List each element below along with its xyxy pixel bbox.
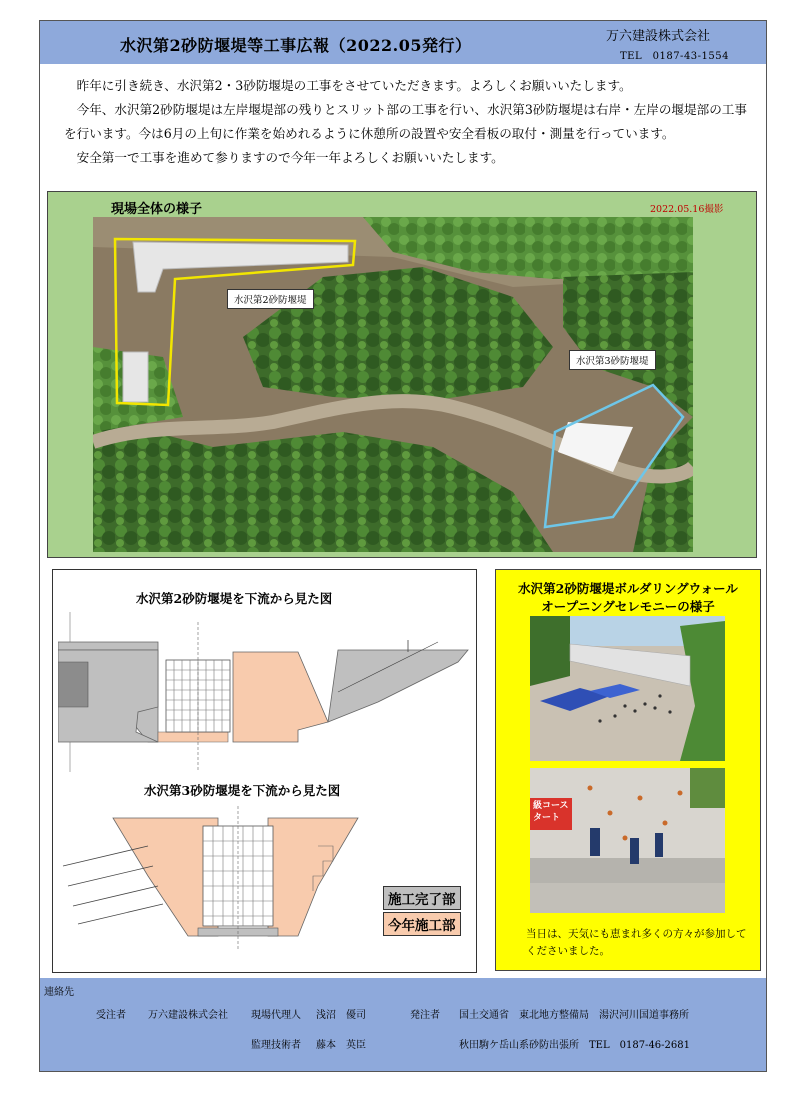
ceremony-caption: 当日は、天気にも恵まれ多くの方々が参加してくださいました。 (526, 928, 747, 957)
ceremony-title (498, 580, 758, 616)
contact-label: 連絡先 (44, 987, 74, 998)
client-office: 秋田駒ケ岳山系砂防出張所 TEL 0187-46-2681 (459, 1040, 690, 1051)
contractor-label: 受注者 (96, 1010, 126, 1021)
dam2-drawing (58, 612, 470, 772)
company-name: 万六建設株式会社 (606, 29, 711, 44)
legend-completed: 施工完了部 (383, 886, 461, 910)
intro-text (64, 74, 754, 170)
supervisor-label: 監理技術者 (251, 1040, 301, 1051)
site-agent-name: 浅沼 優司 (316, 1010, 366, 1021)
site-agent-label: 現場代理人 (251, 1010, 301, 1021)
ceremony-photo-2 (530, 768, 725, 913)
label-dam2: 水沢第2砂防堰堤 (227, 289, 314, 309)
page-title: 水沢第2砂防堰堤等工事広報（2022.05発行） (120, 36, 472, 55)
dam3-left-this-year (113, 818, 218, 936)
client-label: 発注者 (410, 1010, 440, 1021)
dam2-drawing-title: 水沢第2砂防堰堤を下流から見た図 (136, 591, 333, 606)
dam2-right-completed (328, 650, 468, 722)
ceremony-title-line-1: 水沢第2砂防堰堤ボルダリングウォール (518, 581, 738, 596)
climber (590, 828, 600, 856)
dam3-drawing (58, 806, 378, 951)
intro-paragraph-1: 昨年に引き続き、水沢第2・3砂防堰堤の工事をさせていただきます。よろしくお願いいたします。 (76, 78, 632, 93)
label-dam3: 水沢第3砂防堰堤 (569, 350, 656, 370)
dam3-drawing-title: 水沢第3砂防堰堤を下流から見た図 (144, 783, 341, 798)
aerial-site-photo (93, 217, 693, 552)
ceremony-title-line-2: オープニングセレモニーの様子 (541, 599, 715, 614)
footer-contact (40, 978, 766, 1071)
header-bar (40, 21, 766, 64)
photo-date: 2022.05.16撮影 (650, 204, 724, 215)
client-name: 国土交通省 東北地方整備局 湯沢河川国道事務所 (459, 1010, 689, 1021)
company-tel: TEL 0187-43-1554 (620, 51, 729, 62)
intro-paragraph-3: 安全第一で工事を進めて参りますので今年一年よろしくお願いいたします。 (76, 150, 504, 165)
course-sign-text (533, 800, 569, 824)
intro-paragraph-2: 今年、水沢第2砂防堰堤は左岸堰堤部の残りとスリット部の工事を行い、水沢第3砂防堰堤は右岸・左岸の堰堤部の工事を行います。今は6月の上旬に作業を始めれるように休憩所の設置や安全看板の取付・測量を行っています。 (64, 102, 747, 141)
site-overview-title: 現場全体の様子 (111, 202, 203, 217)
course-sign-text-1: 級コース (533, 801, 569, 811)
legend-this-year: 今年施工部 (383, 912, 461, 936)
dam2-this-year (233, 652, 328, 742)
supervisor-name: 藤本 英臣 (316, 1040, 366, 1051)
contractor-name: 万六建設株式会社 (148, 1010, 228, 1021)
course-sign-text-2: タート (533, 813, 561, 823)
ceremony-photo-1 (530, 616, 725, 761)
